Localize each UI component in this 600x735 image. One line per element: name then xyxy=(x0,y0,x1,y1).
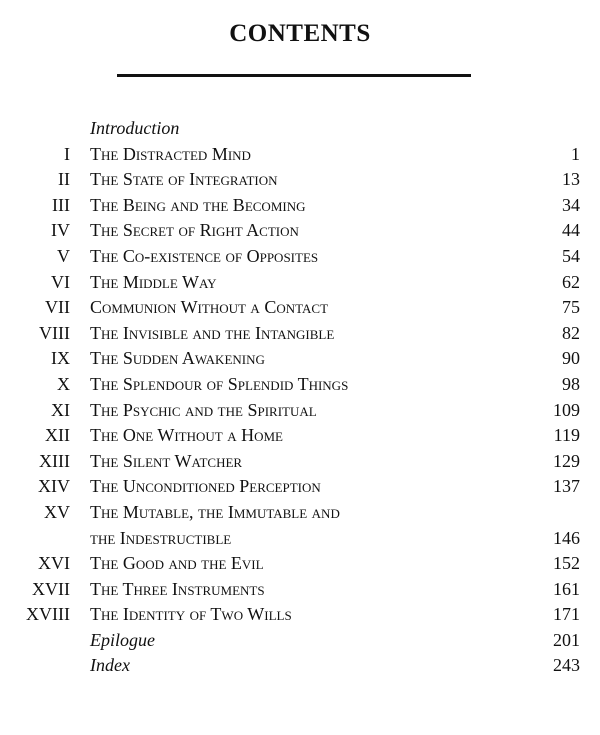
chapter-title: The Sudden Awakening xyxy=(90,348,265,369)
chapter-number: VI xyxy=(51,271,70,292)
toc-entry-epilogue[interactable] xyxy=(0,628,600,654)
toc-entry-chapter-8[interactable] xyxy=(0,321,600,347)
chapter-number: III xyxy=(52,194,70,215)
page-number: 1 xyxy=(571,143,580,164)
toc-entry-chapter-10[interactable] xyxy=(0,372,600,398)
toc-entry-chapter-3[interactable] xyxy=(0,193,600,219)
page-number: 54 xyxy=(562,245,580,266)
toc-entry-chapter-11[interactable] xyxy=(0,398,600,424)
chapter-title: The Identity of Two Wills xyxy=(90,604,292,625)
page-number: 34 xyxy=(562,194,580,215)
chapter-title: The One Without a Home xyxy=(90,425,283,446)
chapter-title: The Mutable, the Immutable and xyxy=(90,501,340,522)
toc-entry-chapter-15[interactable] xyxy=(0,500,600,526)
chapter-title: the Indestructible xyxy=(90,527,232,548)
chapter-title: The Good and the Evil xyxy=(90,553,264,574)
chapter-title: The Co-existence of Opposites xyxy=(90,245,319,266)
page-number: 75 xyxy=(562,297,580,318)
toc-entry-index[interactable] xyxy=(0,653,600,679)
page-number: 152 xyxy=(553,553,580,574)
toc-entry-introduction[interactable] xyxy=(0,116,600,142)
chapter-title: The Being and the Becoming xyxy=(90,194,306,215)
chapter-number: XVII xyxy=(32,578,70,599)
page-number: 146 xyxy=(553,527,580,548)
page-number: 109 xyxy=(553,399,580,420)
chapter-number: X xyxy=(57,373,70,394)
page-number: 161 xyxy=(553,578,580,599)
toc-entry-chapter-6[interactable] xyxy=(0,270,600,296)
page-number: 44 xyxy=(562,220,580,241)
chapter-number: I xyxy=(64,143,70,164)
toc-entry-chapter-18[interactable] xyxy=(0,602,600,628)
chapter-number: V xyxy=(57,245,70,266)
toc-entry-chapter-9[interactable] xyxy=(0,346,600,372)
chapter-number: XI xyxy=(51,399,70,420)
chapter-title: The Splendour of Splendid Things xyxy=(90,373,349,394)
chapter-number: IX xyxy=(51,348,70,369)
chapter-number: VIII xyxy=(39,322,70,343)
chapter-number: XIV xyxy=(38,476,70,497)
toc-entry-chapter-1[interactable] xyxy=(0,142,600,168)
toc-entry-chapter-15-continued[interactable] xyxy=(0,526,600,552)
table-of-contents xyxy=(0,116,600,679)
heading-rule xyxy=(117,74,471,77)
chapter-title: The Three Instruments xyxy=(90,578,265,599)
chapter-number: XIII xyxy=(39,450,70,471)
chapter-title: The State of Integration xyxy=(90,169,278,190)
chapter-number: XVI xyxy=(38,553,70,574)
page-number: 171 xyxy=(553,604,580,625)
chapter-title: Index xyxy=(90,655,130,676)
chapter-number: XII xyxy=(45,425,70,446)
chapter-title: The Psychic and the Spiritual xyxy=(90,399,317,420)
page-number: 129 xyxy=(553,450,580,471)
chapter-title: The Unconditioned Perception xyxy=(90,476,321,497)
contents-heading: CONTENTS xyxy=(229,20,371,47)
page-number: 13 xyxy=(562,169,580,190)
page-number: 62 xyxy=(562,271,580,292)
page-number: 243 xyxy=(553,655,580,676)
toc-entry-chapter-7[interactable] xyxy=(0,295,600,321)
chapter-title: The Middle Way xyxy=(90,271,217,292)
toc-entry-chapter-5[interactable] xyxy=(0,244,600,270)
chapter-title: Communion Without a Contact xyxy=(90,297,329,318)
toc-entry-chapter-16[interactable] xyxy=(0,551,600,577)
page-number: 119 xyxy=(553,425,580,446)
chapter-title: The Silent Watcher xyxy=(90,450,243,471)
toc-entry-chapter-13[interactable] xyxy=(0,449,600,475)
chapter-title: Epilogue xyxy=(90,629,155,650)
chapter-number: II xyxy=(58,169,70,190)
chapter-number: XV xyxy=(44,501,70,522)
chapter-number: IV xyxy=(51,220,70,241)
page-number: 137 xyxy=(553,476,580,497)
chapter-title: The Invisible and the Intangible xyxy=(90,322,335,343)
toc-entry-chapter-4[interactable] xyxy=(0,218,600,244)
toc-entry-chapter-12[interactable] xyxy=(0,423,600,449)
page-number: 82 xyxy=(562,322,580,343)
chapter-title: The Distracted Mind xyxy=(90,143,251,164)
toc-entry-chapter-17[interactable] xyxy=(0,577,600,603)
page-number: 201 xyxy=(553,629,580,650)
chapter-number: XVIII xyxy=(26,604,70,625)
toc-entry-chapter-2[interactable] xyxy=(0,167,600,193)
chapter-number: VII xyxy=(45,297,70,318)
page-number: 98 xyxy=(562,373,580,394)
chapter-title: Introduction xyxy=(90,118,180,138)
page-number: 90 xyxy=(562,348,580,369)
chapter-title: The Secret of Right Action xyxy=(90,220,299,241)
toc-entry-chapter-14[interactable] xyxy=(0,474,600,500)
